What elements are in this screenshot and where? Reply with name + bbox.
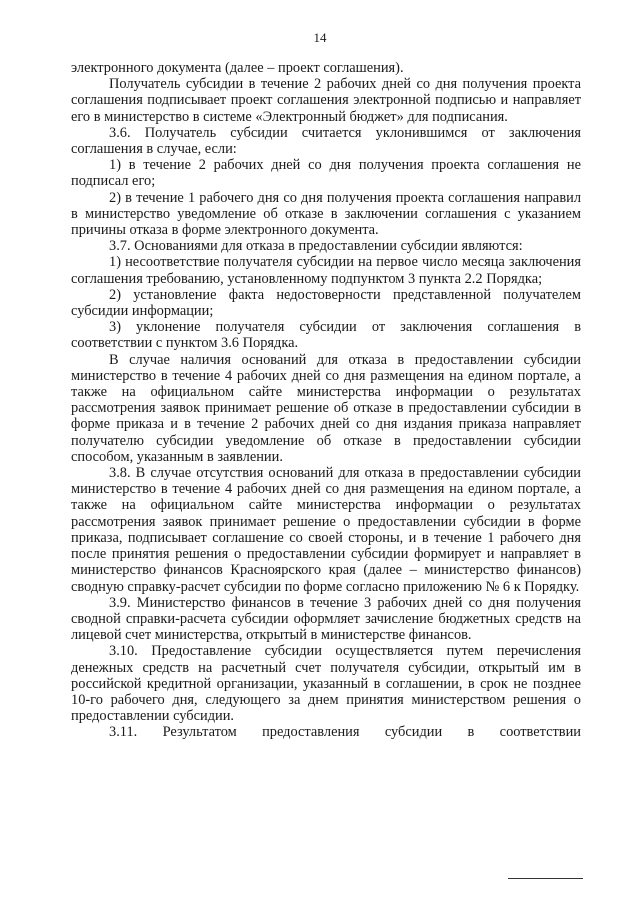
document-body (71, 60, 581, 741)
footer-rule (508, 878, 583, 879)
paragraph-signing: Получатель субсидии в течение 2 рабочих дней со дня получения проекта соглашения подписывает проект соглашения электронной подписью и направляет его в министерство в системе «Электронный бюджет» для подписания. (71, 76, 581, 125)
paragraph-continuation: электронного документа (далее – проект соглашения). (71, 60, 404, 76)
list-item-3-7-3: 3) уклонение получателя субсидии от заключения соглашения в соответствии с пунктом 3.6 Порядка. (71, 319, 581, 352)
paragraph-3-10: 3.10. Предоставление субсидии осуществляется путем перечисления денежных средств на расчетный счет получателя субсидии, открытый им в российской кредитной организации, указанный в соглашении, в срок не позднее 10-го рабочего дня, следующего за днем принятия министерством решения о предоставлении субсидии. (71, 643, 581, 725)
paragraph-3-8: 3.8. В случае отсутствия оснований для отказа в предоставлении субсидии министерство в течение 4 рабочих дней со дня размещения на едином портале, а также на официальном сайте министерства информации о результатах рассмотрения заявок принимает решение о предоставлении субсидии в форме приказа, подписывает соглашение со своей стороны, и в течение 1 рабочего дня после принятия решения о предоставлении субсидии формирует и направляет в министерство финансов Красноярского края (далее – министерство финансов) сводную справку-расчет субсидии по форме согласно приложению № 6 к Порядку. (71, 465, 581, 595)
list-item-3-6-2: 2) в течение 1 рабочего дня со дня получения проекта соглашения направил в министерство уведомление об отказе в заключении соглашения с указанием причины отказа в форме электронного документа. (71, 189, 581, 239)
list-item-3-6-1: 1) в течение 2 рабочих дней со дня получения проекта соглашения не подписал его; (71, 157, 581, 190)
list-item-3-7-1: 1) несоответствие получателя субсидии на первое число месяца заключения соглашения требованию, установленному подпунктом 3 пункта 2.2 Порядка; (71, 254, 581, 287)
paragraph-refusal: В случае наличия оснований для отказа в предоставлении субсидии министерство в течение 4 рабочих дней со дня размещения на едином портале, а также на официальном сайте министерства информации о результатах рассмотрения заявок принимает решение об отказе в предоставлении субсидии в форме приказа и в течение 2 рабочих дней со дня издания приказа направляет получателю субсидии уведомление об отказе в предоставлении субсидии способом, указанным в заявлении. (71, 351, 581, 465)
page-number: 14 (313, 30, 327, 45)
list-item-3-7-2: 2) установление факта недостоверности представленной получателем субсидии информации; (71, 286, 581, 320)
paragraph-3-7: 3.7. Основаниями для отказа в предоставлении субсидии являются: (109, 238, 523, 255)
paragraph-3-6: 3.6. Получатель субсидии считается уклонившимся от заключения соглашения в случае, если: (71, 124, 581, 158)
paragraph-3-9: 3.9. Министерство финансов в течение 3 рабочих дней со дня получения сводной справки-расчета субсидии оформляет зачисление бюджетных средств на лицевой счет министерства, открытый в министерстве финансов. (71, 594, 581, 644)
paragraph-3-11: 3.11. Результатом предоставления субсидии в соответствии (109, 724, 581, 741)
